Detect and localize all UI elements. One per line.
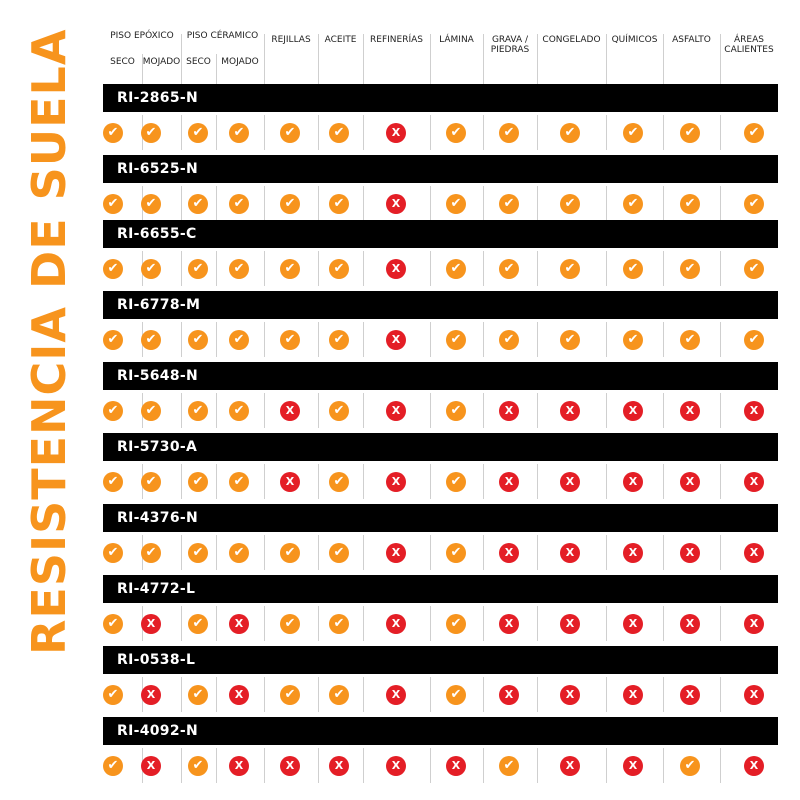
- model-code: RI-4376-N: [117, 510, 198, 526]
- x-icon: X: [329, 756, 349, 776]
- cell-divider: [606, 251, 607, 286]
- cell-divider: [606, 606, 607, 641]
- check-icon: ✔: [229, 543, 249, 563]
- header-grava-piedras: GRAVA / PIEDRAS: [490, 35, 530, 55]
- check-icon: ✔: [141, 194, 161, 214]
- cell-divider: [318, 115, 319, 150]
- cell-divider: [318, 251, 319, 286]
- cell-divider: [663, 115, 664, 150]
- header-divider: [264, 34, 265, 84]
- cell-divider: [264, 251, 265, 286]
- header-divider: [720, 34, 721, 84]
- cell-divider: [606, 186, 607, 221]
- cell-divider: [483, 677, 484, 712]
- cell-divider: [430, 251, 431, 286]
- cell-divider: [181, 322, 182, 357]
- check-icon: ✔: [141, 330, 161, 350]
- check-icon: ✔: [623, 123, 643, 143]
- cell-divider: [606, 535, 607, 570]
- x-icon: X: [280, 472, 300, 492]
- check-icon: ✔: [446, 543, 466, 563]
- model-code: RI-5648-N: [117, 368, 198, 384]
- cell-divider: [663, 677, 664, 712]
- check-icon: ✔: [744, 194, 764, 214]
- cell-divider: [430, 748, 431, 783]
- check-icon: ✔: [499, 259, 519, 279]
- check-icon: ✔: [329, 685, 349, 705]
- check-icon: ✔: [103, 543, 123, 563]
- check-icon: ✔: [560, 123, 580, 143]
- cell-divider: [430, 393, 431, 428]
- cell-divider: [720, 606, 721, 641]
- cell-divider: [663, 464, 664, 499]
- check-icon: ✔: [329, 194, 349, 214]
- cell-divider: [663, 322, 664, 357]
- x-icon: X: [499, 401, 519, 421]
- cell-divider: [318, 606, 319, 641]
- header-refinerias: REFINERÍAS: [370, 35, 423, 45]
- x-icon: X: [386, 194, 406, 214]
- check-icon: ✔: [499, 194, 519, 214]
- check-icon: ✔: [188, 614, 208, 634]
- check-icon: ✔: [446, 614, 466, 634]
- cell-divider: [537, 677, 538, 712]
- header-quimicos: QUÍMICOS: [611, 35, 658, 45]
- check-icon: ✔: [280, 685, 300, 705]
- check-icon: ✔: [103, 123, 123, 143]
- check-icon: ✔: [280, 614, 300, 634]
- cell-divider: [430, 186, 431, 221]
- model-band: [103, 155, 778, 183]
- x-icon: X: [141, 756, 161, 776]
- x-icon: X: [229, 685, 249, 705]
- cell-divider: [663, 606, 664, 641]
- cell-divider: [483, 393, 484, 428]
- cell-divider: [216, 606, 217, 641]
- cell-divider: [264, 535, 265, 570]
- check-icon: ✔: [499, 756, 519, 776]
- x-icon: X: [623, 472, 643, 492]
- cell-divider: [264, 322, 265, 357]
- check-icon: ✔: [329, 330, 349, 350]
- check-icon: ✔: [446, 401, 466, 421]
- cell-divider: [606, 748, 607, 783]
- check-icon: ✔: [188, 756, 208, 776]
- x-icon: X: [386, 123, 406, 143]
- model-band: [103, 362, 778, 390]
- x-icon: X: [386, 259, 406, 279]
- cell-divider: [216, 464, 217, 499]
- cell-divider: [363, 251, 364, 286]
- x-icon: X: [680, 543, 700, 563]
- cell-divider: [537, 606, 538, 641]
- check-icon: ✔: [623, 259, 643, 279]
- cell-divider: [537, 115, 538, 150]
- header-seco-ceramico: SECO: [186, 57, 211, 67]
- model-code: RI-6525-N: [117, 161, 198, 177]
- cell-divider: [318, 535, 319, 570]
- check-icon: ✔: [680, 330, 700, 350]
- cell-divider: [363, 464, 364, 499]
- x-icon: X: [560, 472, 580, 492]
- x-icon: X: [446, 756, 466, 776]
- check-icon: ✔: [229, 472, 249, 492]
- check-icon: ✔: [141, 259, 161, 279]
- check-icon: ✔: [229, 330, 249, 350]
- cell-divider: [264, 393, 265, 428]
- model-code: RI-4092-N: [117, 723, 198, 739]
- x-icon: X: [560, 401, 580, 421]
- cell-divider: [606, 322, 607, 357]
- cell-divider: [720, 186, 721, 221]
- cell-divider: [483, 535, 484, 570]
- header-divider: [363, 34, 364, 84]
- x-icon: X: [499, 543, 519, 563]
- check-icon: ✔: [744, 330, 764, 350]
- cell-divider: [537, 251, 538, 286]
- check-icon: ✔: [680, 756, 700, 776]
- header-divider: [430, 34, 431, 84]
- check-icon: ✔: [744, 259, 764, 279]
- x-icon: X: [623, 685, 643, 705]
- cell-divider: [363, 186, 364, 221]
- check-icon: ✔: [280, 123, 300, 143]
- check-icon: ✔: [188, 330, 208, 350]
- cell-divider: [181, 186, 182, 221]
- check-icon: ✔: [499, 330, 519, 350]
- cell-divider: [430, 535, 431, 570]
- check-icon: ✔: [103, 472, 123, 492]
- check-icon: ✔: [188, 123, 208, 143]
- cell-divider: [663, 535, 664, 570]
- x-icon: X: [680, 614, 700, 634]
- model-band: [103, 291, 778, 319]
- x-icon: X: [141, 685, 161, 705]
- cell-divider: [181, 115, 182, 150]
- model-band: [103, 575, 778, 603]
- cell-divider: [720, 115, 721, 150]
- x-icon: X: [744, 472, 764, 492]
- x-icon: X: [623, 401, 643, 421]
- header-lamina: LÁMINA: [439, 35, 474, 45]
- check-icon: ✔: [329, 123, 349, 143]
- check-icon: ✔: [103, 259, 123, 279]
- cell-divider: [363, 322, 364, 357]
- header-divider: [606, 34, 607, 84]
- x-icon: X: [623, 543, 643, 563]
- x-icon: X: [229, 756, 249, 776]
- cell-divider: [483, 251, 484, 286]
- x-icon: X: [386, 614, 406, 634]
- x-icon: X: [141, 614, 161, 634]
- check-icon: ✔: [188, 194, 208, 214]
- x-icon: X: [386, 756, 406, 776]
- model-code: RI-4772-L: [117, 581, 196, 597]
- cell-divider: [537, 186, 538, 221]
- x-icon: X: [499, 472, 519, 492]
- check-icon: ✔: [103, 614, 123, 634]
- check-icon: ✔: [280, 330, 300, 350]
- check-icon: ✔: [103, 401, 123, 421]
- check-icon: ✔: [623, 194, 643, 214]
- header-mojado-epoxico: MOJADO: [142, 57, 181, 67]
- header-areas-calientes: ÁREAS CALIENTES: [724, 35, 774, 55]
- check-icon: ✔: [446, 330, 466, 350]
- x-icon: X: [499, 614, 519, 634]
- check-icon: ✔: [280, 194, 300, 214]
- cell-divider: [264, 186, 265, 221]
- check-icon: ✔: [103, 194, 123, 214]
- cell-divider: [318, 186, 319, 221]
- check-icon: ✔: [446, 259, 466, 279]
- cell-divider: [483, 464, 484, 499]
- cell-divider: [363, 606, 364, 641]
- check-icon: ✔: [229, 401, 249, 421]
- x-icon: X: [560, 685, 580, 705]
- model-band: [103, 646, 778, 674]
- cell-divider: [720, 464, 721, 499]
- check-icon: ✔: [188, 259, 208, 279]
- check-icon: ✔: [623, 330, 643, 350]
- x-icon: X: [680, 685, 700, 705]
- cell-divider: [606, 464, 607, 499]
- cell-divider: [720, 677, 721, 712]
- check-icon: ✔: [103, 756, 123, 776]
- x-icon: X: [623, 614, 643, 634]
- cell-divider: [720, 322, 721, 357]
- x-icon: X: [680, 401, 700, 421]
- check-icon: ✔: [446, 472, 466, 492]
- x-icon: X: [386, 472, 406, 492]
- header-divider: [181, 34, 182, 84]
- check-icon: ✔: [141, 472, 161, 492]
- subheader-divider: [216, 54, 217, 84]
- cell-divider: [264, 677, 265, 712]
- cell-divider: [318, 677, 319, 712]
- model-code: RI-6778-M: [117, 297, 201, 313]
- cell-divider: [318, 393, 319, 428]
- header-asfalto: ASFALTO: [672, 35, 711, 45]
- check-icon: ✔: [560, 194, 580, 214]
- cell-divider: [363, 535, 364, 570]
- check-icon: ✔: [499, 123, 519, 143]
- cell-divider: [216, 322, 217, 357]
- cell-divider: [663, 393, 664, 428]
- check-icon: ✔: [229, 259, 249, 279]
- check-icon: ✔: [141, 123, 161, 143]
- check-icon: ✔: [680, 194, 700, 214]
- check-icon: ✔: [446, 123, 466, 143]
- cell-divider: [720, 251, 721, 286]
- model-band: [103, 84, 778, 112]
- cell-divider: [181, 535, 182, 570]
- cell-divider: [181, 464, 182, 499]
- check-icon: ✔: [446, 685, 466, 705]
- x-icon: X: [386, 330, 406, 350]
- cell-divider: [318, 464, 319, 499]
- header-rejillas: REJILLAS: [271, 35, 311, 45]
- x-icon: X: [386, 401, 406, 421]
- cell-divider: [430, 677, 431, 712]
- cell-divider: [663, 186, 664, 221]
- side-title: RESISTENCIA DE SUELA: [22, 28, 76, 655]
- cell-divider: [318, 322, 319, 357]
- x-icon: X: [680, 472, 700, 492]
- cell-divider: [264, 606, 265, 641]
- header-divider: [318, 34, 319, 84]
- cell-divider: [264, 464, 265, 499]
- cell-divider: [181, 606, 182, 641]
- cell-divider: [216, 115, 217, 150]
- check-icon: ✔: [329, 401, 349, 421]
- header-divider: [537, 34, 538, 84]
- cell-divider: [181, 251, 182, 286]
- check-icon: ✔: [744, 123, 764, 143]
- cell-divider: [363, 115, 364, 150]
- cell-divider: [216, 393, 217, 428]
- x-icon: X: [386, 543, 406, 563]
- cell-divider: [606, 393, 607, 428]
- cell-divider: [537, 464, 538, 499]
- check-icon: ✔: [329, 472, 349, 492]
- x-icon: X: [744, 543, 764, 563]
- model-code: RI-2865-N: [117, 90, 198, 106]
- model-band: [103, 433, 778, 461]
- cell-divider: [181, 748, 182, 783]
- check-icon: ✔: [560, 259, 580, 279]
- model-code: RI-5730-A: [117, 439, 198, 455]
- x-icon: X: [560, 614, 580, 634]
- check-icon: ✔: [141, 543, 161, 563]
- header-congelado: CONGELADO: [542, 35, 601, 45]
- cell-divider: [363, 748, 364, 783]
- cell-divider: [663, 251, 664, 286]
- check-icon: ✔: [680, 259, 700, 279]
- cell-divider: [483, 186, 484, 221]
- model-band: [103, 504, 778, 532]
- check-icon: ✔: [446, 194, 466, 214]
- x-icon: X: [386, 685, 406, 705]
- x-icon: X: [744, 614, 764, 634]
- cell-divider: [181, 677, 182, 712]
- x-icon: X: [499, 685, 519, 705]
- cell-divider: [181, 393, 182, 428]
- model-band: [103, 220, 778, 248]
- x-icon: X: [744, 685, 764, 705]
- cell-divider: [216, 186, 217, 221]
- header-mojado-ceramico: MOJADO: [221, 57, 259, 67]
- check-icon: ✔: [680, 123, 700, 143]
- check-icon: ✔: [229, 123, 249, 143]
- cell-divider: [483, 115, 484, 150]
- check-icon: ✔: [188, 543, 208, 563]
- cell-divider: [537, 322, 538, 357]
- header-seco-epoxico: SECO: [110, 57, 135, 67]
- cell-divider: [720, 748, 721, 783]
- cell-divider: [363, 393, 364, 428]
- cell-divider: [663, 748, 664, 783]
- header-aceite: ACEITE: [324, 35, 357, 45]
- check-icon: ✔: [280, 259, 300, 279]
- cell-divider: [483, 322, 484, 357]
- cell-divider: [537, 535, 538, 570]
- cell-divider: [216, 748, 217, 783]
- check-icon: ✔: [103, 330, 123, 350]
- model-code: RI-0538-L: [117, 652, 196, 668]
- x-icon: X: [623, 756, 643, 776]
- x-icon: X: [744, 401, 764, 421]
- header-divider: [483, 34, 484, 84]
- cell-divider: [430, 322, 431, 357]
- check-icon: ✔: [188, 472, 208, 492]
- check-icon: ✔: [329, 614, 349, 634]
- check-icon: ✔: [141, 401, 161, 421]
- cell-divider: [720, 393, 721, 428]
- cell-divider: [483, 606, 484, 641]
- cell-divider: [606, 677, 607, 712]
- check-icon: ✔: [560, 330, 580, 350]
- cell-divider: [318, 748, 319, 783]
- cell-divider: [264, 115, 265, 150]
- header-piso-ceramico: PISO CÉRAMICO: [186, 31, 259, 41]
- check-icon: ✔: [103, 685, 123, 705]
- x-icon: X: [280, 756, 300, 776]
- model-code: RI-6655-C: [117, 226, 197, 242]
- header-piso-epoxico: PISO EPÓXICO: [110, 31, 174, 41]
- subheader-divider: [142, 54, 143, 84]
- cell-divider: [606, 115, 607, 150]
- check-icon: ✔: [329, 259, 349, 279]
- check-icon: ✔: [188, 685, 208, 705]
- check-icon: ✔: [329, 543, 349, 563]
- x-icon: X: [229, 614, 249, 634]
- cell-divider: [264, 748, 265, 783]
- cell-divider: [363, 677, 364, 712]
- check-icon: ✔: [188, 401, 208, 421]
- cell-divider: [216, 535, 217, 570]
- cell-divider: [720, 535, 721, 570]
- cell-divider: [483, 748, 484, 783]
- cell-divider: [216, 251, 217, 286]
- x-icon: X: [280, 401, 300, 421]
- cell-divider: [537, 748, 538, 783]
- check-icon: ✔: [229, 194, 249, 214]
- model-band: [103, 717, 778, 745]
- cell-divider: [430, 115, 431, 150]
- check-icon: ✔: [280, 543, 300, 563]
- cell-divider: [216, 677, 217, 712]
- x-icon: X: [744, 756, 764, 776]
- x-icon: X: [560, 543, 580, 563]
- cell-divider: [430, 606, 431, 641]
- x-icon: X: [560, 756, 580, 776]
- cell-divider: [430, 464, 431, 499]
- cell-divider: [537, 393, 538, 428]
- header-divider: [663, 34, 664, 84]
